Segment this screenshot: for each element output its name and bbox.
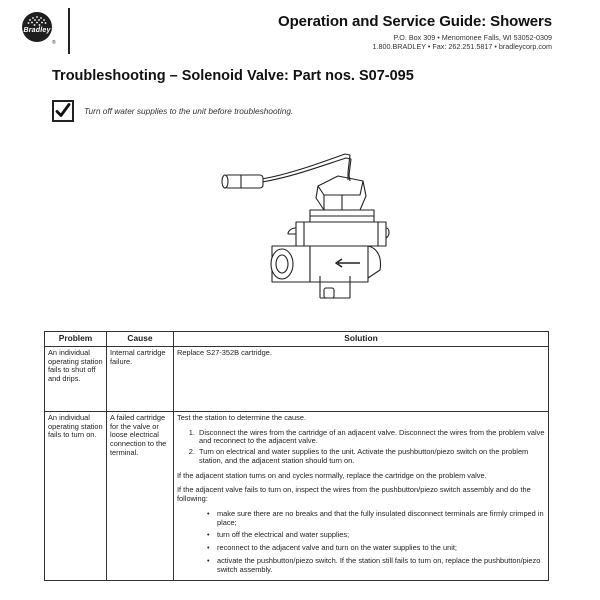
solution-paragraph: If the adjacent station turns on and cycles normally, replace the cartridge on the problem valve. bbox=[177, 470, 487, 480]
header-problem: Problem bbox=[45, 332, 107, 347]
table-header-row bbox=[45, 332, 549, 347]
cause-cell: Internal cartridge failure. bbox=[107, 347, 174, 412]
logo-dots-icon bbox=[26, 15, 48, 27]
header-solution: Solution bbox=[174, 332, 549, 347]
table-row bbox=[45, 412, 549, 581]
solution-bullets bbox=[177, 510, 545, 574]
address-line-2: 1.800.BRADLEY • Fax: 262.251.5817 • bradleycorp.com bbox=[372, 42, 552, 51]
solution-step: 2. Turn on electrical and water supplies to the unit. Activate the pushbutton/piezo switch on the problem station, and the adjacent station should turn on. bbox=[197, 448, 545, 465]
address-line-1: P.O. Box 309 • Menomonee Falls, WI 53052-0309 bbox=[393, 33, 552, 42]
checkmark-icon bbox=[52, 100, 74, 122]
solution-bullet: • make sure there are no breaks and that the fully insulated disconnect terminals are firmly crimped in place; bbox=[217, 510, 545, 527]
registered-mark: ® bbox=[52, 40, 56, 46]
cause-cell: A failed cartridge for the valve or loose electrical connection to the terminal. bbox=[107, 412, 174, 581]
solution-intro: Test the station to determine the cause. bbox=[177, 413, 306, 422]
solution-cell bbox=[174, 347, 549, 412]
problem-cell: An individual operating station fails to turn on. bbox=[45, 412, 107, 581]
solution-steps bbox=[177, 429, 545, 466]
table-row bbox=[45, 347, 549, 412]
solution-cell bbox=[174, 412, 549, 581]
solution-bullet: • activate the pushbutton/piezo switch. If the station still fails to turn on, replace the pushbutton/piezo switch assembly. bbox=[217, 557, 545, 574]
guide-title: Operation and Service Guide: Showers bbox=[278, 13, 552, 30]
logo-brand-name: Bradley bbox=[23, 27, 51, 34]
bradley-logo bbox=[22, 12, 52, 42]
header-cause: Cause bbox=[107, 332, 174, 347]
solution-text: Replace S27-352B cartridge. bbox=[177, 348, 272, 357]
troubleshooting-table bbox=[44, 331, 549, 581]
solution-bullet: • reconnect to the adjacent valve and turn on the water supplies to the unit; bbox=[217, 544, 545, 553]
section-title: Troubleshooting – Solenoid Valve: Part nos. S07-095 bbox=[52, 68, 414, 84]
note-text: Turn off water supplies to the unit before troubleshooting. bbox=[84, 106, 294, 116]
solution-paragraph: If the adjacent valve fails to turn on, inspect the wires from the pushbutton/piezo switch assembly and do the following: bbox=[177, 485, 531, 504]
header-divider bbox=[68, 8, 70, 54]
problem-cell: An individual operating station fails to shut off and drips. bbox=[45, 347, 107, 412]
solenoid-valve-illustration bbox=[200, 148, 390, 308]
solution-bullet: • turn off the electrical and water supplies; bbox=[217, 531, 545, 540]
solution-step: 1. Disconnect the wires from the cartridge of an adjacent valve. Disconnect the wires from the problem valve and reconnect to the adjacent valve. bbox=[197, 429, 545, 446]
